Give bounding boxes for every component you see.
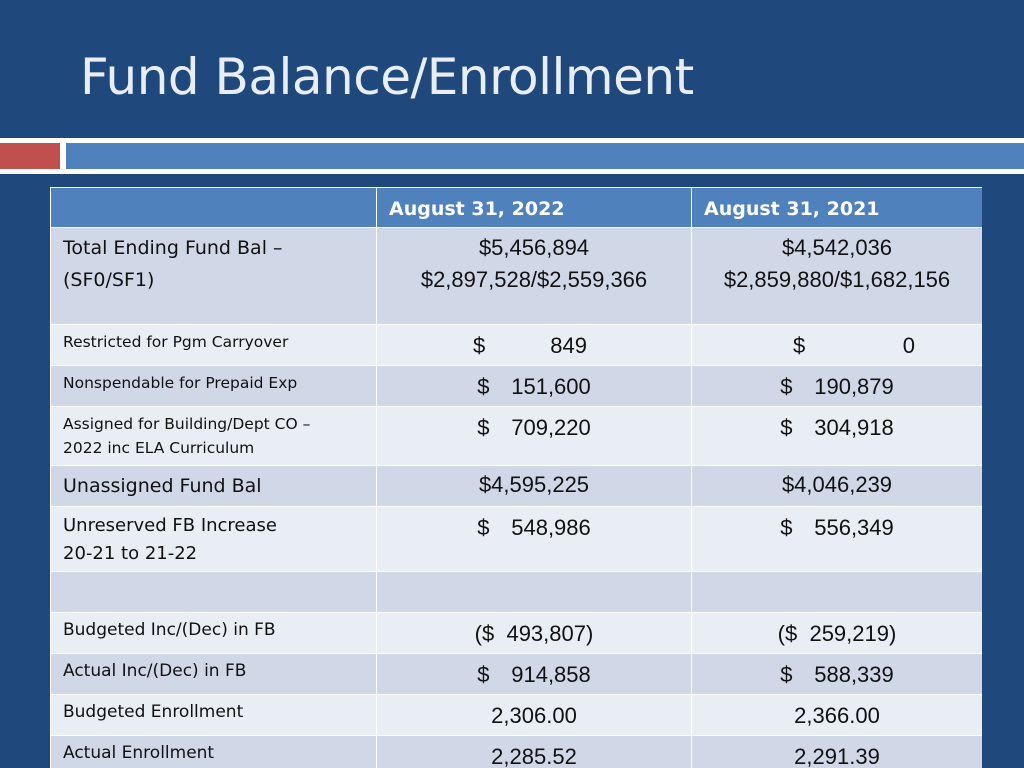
row-label: [51, 228, 377, 325]
value-line: $4,542,036: [781, 235, 893, 260]
value-2022: [377, 507, 692, 572]
row-label: [51, 507, 377, 572]
accent-bar-red: [0, 143, 60, 169]
amount: 190,879: [814, 374, 894, 399]
amount: 709,220: [511, 415, 591, 440]
header-2022: August 31, 2022: [377, 188, 692, 228]
row-label: Restricted for Pgm Carryover: [51, 325, 377, 366]
row-label: Actual Inc/(Dec) in FB: [51, 654, 377, 695]
value-2021: $4,046,239: [692, 466, 983, 507]
currency-sign: $: [477, 374, 490, 399]
amount: 151,600: [511, 374, 591, 399]
table-row: [51, 736, 983, 768]
value-2021: [692, 407, 983, 466]
currency-sign: $: [477, 415, 490, 440]
row-label-line: (SF0/SF1): [63, 269, 155, 291]
amount: 548,986: [511, 515, 591, 540]
row-label: Unassigned Fund Bal: [51, 466, 377, 507]
currency-sign: $: [780, 415, 793, 440]
header-2021: August 31, 2021: [692, 188, 983, 228]
row-label: [51, 407, 377, 466]
value-line: $5,456,894: [478, 235, 590, 260]
value-2021: [692, 325, 983, 366]
value-2022: [377, 366, 692, 407]
value-line: $2,859,880/$1,682,156: [723, 267, 951, 292]
table-header-row: [51, 188, 983, 228]
currency-sign: $: [473, 333, 486, 358]
amount: 304,918: [814, 415, 894, 440]
value-2021: [692, 366, 983, 407]
row-label: [51, 572, 377, 613]
value-line: $2,897,528/$2,559,366: [420, 267, 648, 292]
amount: 914,858: [511, 662, 591, 687]
value-2022: [377, 228, 692, 325]
header-label: [51, 188, 377, 228]
value-2021: 2,291.39: [692, 736, 983, 768]
row-label-line: Assigned for Building/Dept CO –: [63, 415, 311, 433]
row-label: Budgeted Enrollment: [51, 695, 377, 736]
table-row: [51, 654, 983, 695]
table-row: [51, 228, 983, 325]
fund-balance-table: [50, 187, 982, 768]
accent-bar-blue: [66, 143, 1024, 169]
value-2022: [377, 325, 692, 366]
slide-title: Fund Balance/Enrollment: [80, 48, 694, 106]
value-2022: $4,595,225: [377, 466, 692, 507]
value-2021: ($ 259,219): [692, 613, 983, 654]
value-2021: [692, 654, 983, 695]
row-label: Actual Enrollment: [51, 736, 377, 768]
currency-sign: $: [780, 662, 793, 687]
row-label-line: Unreserved FB Increase: [63, 515, 277, 536]
table-row-empty: [51, 572, 983, 613]
amount: 849: [550, 333, 587, 358]
value-2022: [377, 654, 692, 695]
value-2022: ($ 493,807): [377, 613, 692, 654]
value-2022: 2,285.52: [377, 736, 692, 768]
table-row: [51, 407, 983, 466]
currency-sign: $: [477, 515, 490, 540]
currency-sign: $: [780, 374, 793, 399]
row-label-line: 2022 inc ELA Curriculum: [63, 439, 255, 457]
amount: 0: [902, 333, 915, 358]
value-2022: [377, 407, 692, 466]
row-label-line: 20-21 to 21-22: [63, 543, 198, 564]
row-label: Budgeted Inc/(Dec) in FB: [51, 613, 377, 654]
table-row: [51, 507, 983, 572]
row-label: Nonspendable for Prepaid Exp: [51, 366, 377, 407]
table-row: [51, 366, 983, 407]
fund-balance-table-container: [50, 187, 982, 768]
amount: 556,349: [814, 515, 894, 540]
row-label-line: Total Ending Fund Bal –: [63, 237, 283, 259]
currency-sign: $: [477, 662, 490, 687]
title-bar: [0, 0, 1024, 138]
value-2021: [692, 228, 983, 325]
table-row: [51, 325, 983, 366]
value-2021: [692, 572, 983, 613]
table-row: [51, 695, 983, 736]
value-2022: 2,306.00: [377, 695, 692, 736]
currency-sign: $: [780, 515, 793, 540]
table-row: [51, 613, 983, 654]
table-row: [51, 466, 983, 507]
value-2021: [692, 507, 983, 572]
amount: 588,339: [814, 662, 894, 687]
value-2022: [377, 572, 692, 613]
currency-sign: $: [793, 333, 806, 358]
value-2021: 2,366.00: [692, 695, 983, 736]
